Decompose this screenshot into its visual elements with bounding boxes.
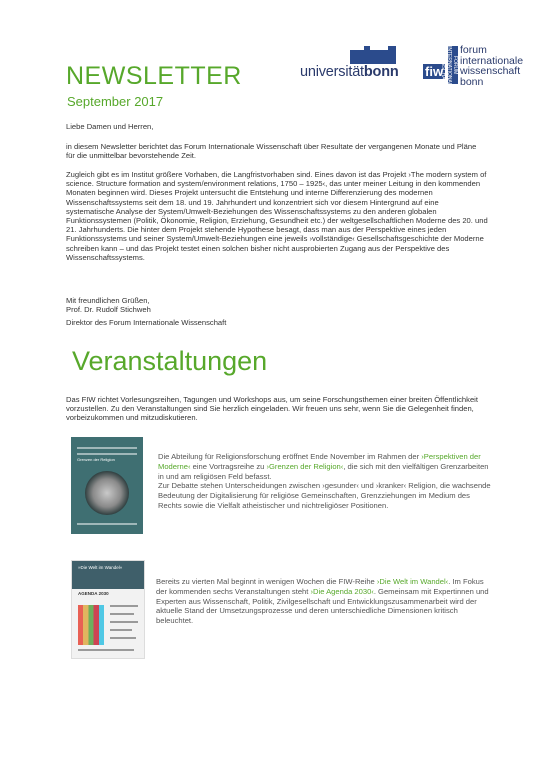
events-heading: Veranstaltungen <box>72 346 268 376</box>
link-welt-im-wandel[interactable]: ›Die Welt im Wandel‹ <box>376 577 449 586</box>
link-agenda-2030[interactable]: ›Die Agenda 2030‹ <box>310 586 374 596</box>
logo-university: universitätbonn <box>300 64 399 80</box>
project-paragraph: Zugleich gibt es im Institut größere Vorhaben, die Langfristvorhaben sind. Eines davon ist das Projekt ›The modern system of science. Structure formation and system/environment relations, 1750 – 1925‹, das unter meiner Leitung in den kommenden Monaten beginnen wird. Dieses Projekt untersucht die Entstehung und interne Differenzierung des modernen Wissenschaftssystems seit dem 18. und 19. Jahrhundert und konzentriert sich vor diesem Hintergrund auf eine systematische Analyse der System/Umwelt-Beziehungen des Wissenschaftssystems zu den anderen globalen Funktionssystemen (Politik, Ökonomie, Religion, Erziehung, Gesundheit etc.) der weltgesellschaftlichen Moderne des 20. und 21. Jahrhunderts. Die hinter dem Projekt stehende Hypothese besagt, dass man aus der Perspektive eines jeden Funktionssystems und seiner System/Umwelt-Beziehungen eine jeweils ›vollständige‹ Gesellschaftsgeschichte der Moderne schreiben kann – und das Projekt testet einen solchen bisher nicht ausprobierten Zugang aus der Perspektive des Wissenschaftssystems. <box>66 170 488 262</box>
university-logo[interactable] <box>300 44 524 94</box>
intro-paragraph: in diesem Newsletter berichtet das Forum Internationale Wissenschaft über Resultate der vergangenen Monate und Pläne für die unmittelbar bevorstehende Zeit. <box>66 142 477 161</box>
logo-vertical-text: FORUM INTERNATIONALE WISSENSCHAFT <box>440 46 458 89</box>
newsletter-date: September 2017 <box>67 94 164 109</box>
event-thumbnail-religion[interactable] <box>71 437 143 534</box>
event-religion-text: Die Abteilung für Religionsforschung eröffnet Ende November im Rahmen der ›Perspektiven der Moderne‹ eine Vortragsreihe zu ›Grenzen der Religion‹, die sich mit den vielfältigen Grenzarbeiten in und am religiösen Feld befasst. <box>158 452 489 481</box>
signer-role: Direktor des Forum Internationale Wissenschaft <box>66 318 227 327</box>
thumbnail-title: »Die Welt im Wandel« <box>78 565 123 570</box>
event-agenda-text: Bereits zu vierten Mal beginnt in wenigen Wochen die FIW-Reihe ›Die Welt im Wandel‹. Im Fokus der kommenden sechs Veranstaltungen steht ›Die Agenda 2030‹. Gemeinsam mit Expertinnen und Experten aus Wissenschaft, Politik, Zivilgesellschaft und Entwicklungszusammenarbeit wird der aktuelle Stand der Umsetzungsprozesse und deren unterschiedliche Dimensionen kritisch beleuchtet. <box>156 577 489 626</box>
greeting: Liebe Damen und Herren, <box>66 122 154 131</box>
building-icon <box>344 46 414 64</box>
link-perspektiven[interactable]: ›Perspektiven der Moderne‹ <box>158 452 481 471</box>
closing-phrase: Mit freundlichen Grüßen, <box>66 296 150 305</box>
thumbnail-title: Grenzen der Religion <box>77 457 115 462</box>
closing <box>66 296 151 315</box>
event-religion-details: Zur Debatte stehen Unterscheidungen zwischen ›gesunder‹ und ›kranker‹ Religion, die wachsende Bedeutung der Digitalisierung für religiöse Gemeinschaften, Grenzziehungen im Medium des Rechts sowie die Vielfalt atheistischer und nichtreligiöser Positionen. <box>158 481 491 510</box>
link-grenzen-religion[interactable]: ›Grenzen der Religion‹ <box>266 461 344 471</box>
newsletter-title: NEWSLETTER <box>66 62 242 90</box>
event-thumbnail-agenda[interactable] <box>71 560 145 659</box>
logo-forum-text: forum internationale wissenschaft bonn <box>460 44 524 88</box>
logo-fiw: fiw <box>425 64 444 79</box>
signer-name: Prof. Dr. Rudolf Stichweh <box>66 305 151 315</box>
thumbnail-subtitle: AGENDA 2030 <box>78 591 109 596</box>
events-intro: Das FIW richtet Vorlesungsreihen, Tagungen und Workshops aus, um seine Forschungsthemen einer breiten Öffentlichkeit vorzustellen. Zu den Veranstaltungen sind Sie herzlich eingeladen. Wir freuen uns sehr, wenn Sie die Gelegenheit finden, vorbeizukommen und mitzudiskutieren. <box>66 395 478 423</box>
